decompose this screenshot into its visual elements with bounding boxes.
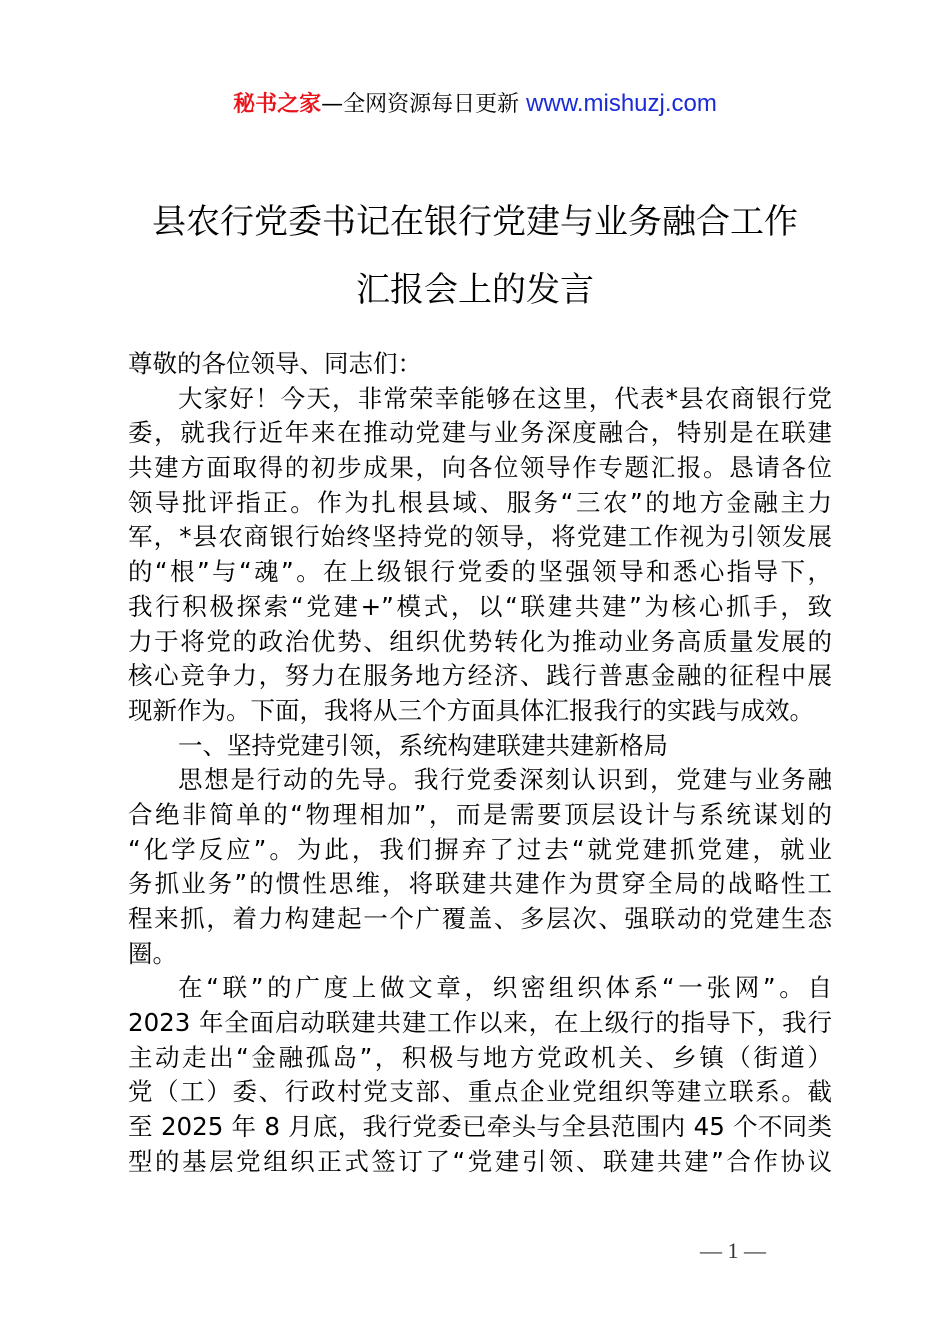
document-title: [0, 188, 950, 324]
paragraph: [128, 763, 832, 971]
text-line: 至 2025 年 8 月底，我行党委已牵头与全县范围内 45 个不同类: [128, 1112, 832, 1142]
section-heading: [128, 729, 832, 764]
text-line: 型的基层党组织正式签订了“党建引领、联建共建”合作协议: [128, 1146, 832, 1176]
text-line: 共建方面取得的初步成果，向各位领导作专题汇报。恳请各位: [128, 453, 832, 483]
page-number: — 1 —: [700, 1238, 766, 1263]
text-line: 合绝非简单的“物理相加”，而是需要顶层设计与系统谋划的: [128, 799, 832, 829]
paragraph: [128, 971, 832, 1179]
text-line: 核心竞争力，努力在服务地方经济、践行普惠金融的征程中展: [128, 661, 832, 691]
site-url-link[interactable]: www.mishuzj.com: [526, 90, 717, 117]
text-line: 2023 年全面启动联建共建工作以来，在上级行的指导下，我行: [128, 1008, 832, 1038]
text-line: 尊敬的各位领导、同志们：: [128, 349, 422, 378]
text-line: 我行积极探索“党建+”模式，以“联建共建”为核心抓手，致: [128, 591, 832, 621]
site-banner: [0, 88, 950, 121]
text-line: 圈。: [128, 938, 177, 968]
document-body: [128, 347, 832, 1180]
text-line: “化学反应”。为此，我们摒弃了过去“就党建抓党建，就业: [128, 834, 832, 864]
text-line: 军，*县农商银行始终坚持党的领导，将党建工作视为引领发展: [128, 522, 832, 552]
text-line: 在“联”的广度上做文章，织密组织体系“一张网”。自: [178, 973, 832, 1003]
text-line: 主动走出“金融孤岛”，积极与地方党政机关、乡镇（街道）: [128, 1042, 832, 1072]
text-line: 的“根”与“魂”。在上级银行党委的坚强领导和悉心指导下，: [128, 557, 832, 587]
text-line: 领导批评指正。作为扎根县域、服务“三农”的地方金融主力: [128, 487, 832, 517]
paragraph: [128, 347, 832, 382]
brand-name: 秘书之家: [233, 92, 322, 117]
title-line: 汇报会上的发言: [356, 270, 594, 310]
text-line: 务抓业务”的惯性思维，将联建共建作为贯穿全局的战略性工: [128, 869, 832, 899]
text-line: 大家好！今天，非常荣幸能够在这里，代表*县农商银行党: [178, 383, 832, 413]
text-line: 一、坚持党建引领，系统构建联建共建新格局: [178, 730, 668, 760]
text-line: 思想是行动的先导。我行党委深刻认识到，党建与业务融: [178, 765, 832, 795]
paragraph: [128, 382, 832, 729]
text-line: 力于将党的政治优势、组织优势转化为推动业务高质量发展的: [128, 626, 832, 656]
text-line: 委，就我行近年来在推动党建与业务深度融合，特别是在联建: [128, 418, 832, 448]
text-line: 程来抓，着力构建起一个广覆盖、多层次、强联动的党建生态: [128, 904, 832, 933]
title-line: 县农行党委书记在银行党建与业务融合工作: [152, 202, 798, 242]
text-line: 党（工）委、行政村党支部、重点企业党组织等建立联系。截: [128, 1077, 832, 1107]
text-line: 现新作为。下面，我将从三个方面具体汇报我行的实践与成效。: [128, 695, 814, 725]
banner-tagline: —全网资源每日更新: [321, 92, 527, 117]
